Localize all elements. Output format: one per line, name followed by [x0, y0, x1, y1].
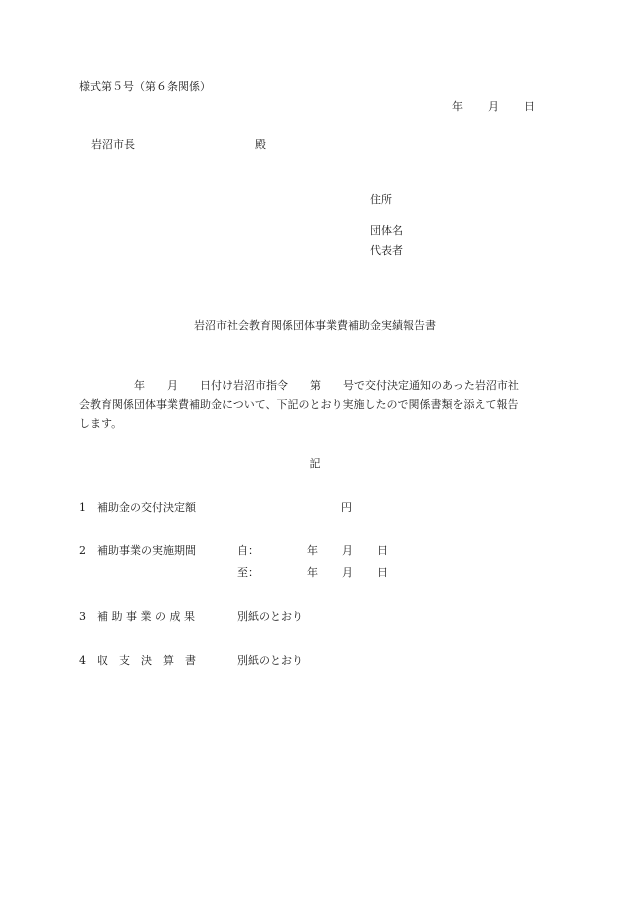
- document-title: 岩沼市社会教育関係団体事業費補助金実績報告書: [194, 319, 436, 332]
- period-to-year: 年: [307, 566, 318, 579]
- period-from-year: 年: [307, 544, 318, 557]
- form-number: 様式第５号（第６条関係）: [79, 80, 211, 93]
- item-4-label: 4 収 支 決 算 書: [79, 654, 196, 667]
- period-to-row: [237, 567, 397, 579]
- item-3-value: 別紙のとおり: [237, 610, 303, 623]
- date-month-label: 月: [488, 100, 499, 113]
- item-3-label: 3 補 助 事 業 の 成 果: [79, 610, 195, 623]
- period-to-label: 至：: [237, 566, 259, 579]
- period-to-day: 日: [377, 566, 388, 579]
- date-day-label: 日: [524, 100, 535, 113]
- body-line-1: 年 月 日付け岩沼市指令 第 号で交付決定通知のあった岩沼市社: [79, 379, 519, 392]
- report-body-text: [79, 376, 559, 433]
- ki-heading: 記: [309, 457, 321, 470]
- body-line-2: 会教育関係団体事業費補助金について、下記のとおり実施したので関係書類を添えて報告: [79, 398, 519, 411]
- period-from-row: [237, 545, 397, 557]
- period-from-day: 日: [377, 544, 388, 557]
- body-line-3: します。: [79, 417, 123, 430]
- item-1-label: 1 補助金の交付決定額: [79, 501, 196, 514]
- date-year-label: 年: [452, 100, 463, 113]
- period-to-month: 月: [342, 566, 353, 579]
- item-2-label: 2 補助事業の実施期間: [79, 544, 196, 557]
- report-date: [452, 101, 535, 112]
- honorific: 殿: [255, 138, 266, 151]
- item-1-unit: 円: [341, 501, 352, 514]
- addressee: 岩沼市長: [91, 138, 135, 151]
- period-from-label: 自：: [237, 544, 259, 557]
- applicant-address-label: 住所: [370, 193, 392, 206]
- item-4-value: 別紙のとおり: [237, 654, 303, 667]
- applicant-representative-label: 代表者: [370, 244, 403, 257]
- applicant-organization-label: 団体名: [370, 224, 403, 237]
- period-from-month: 月: [342, 544, 353, 557]
